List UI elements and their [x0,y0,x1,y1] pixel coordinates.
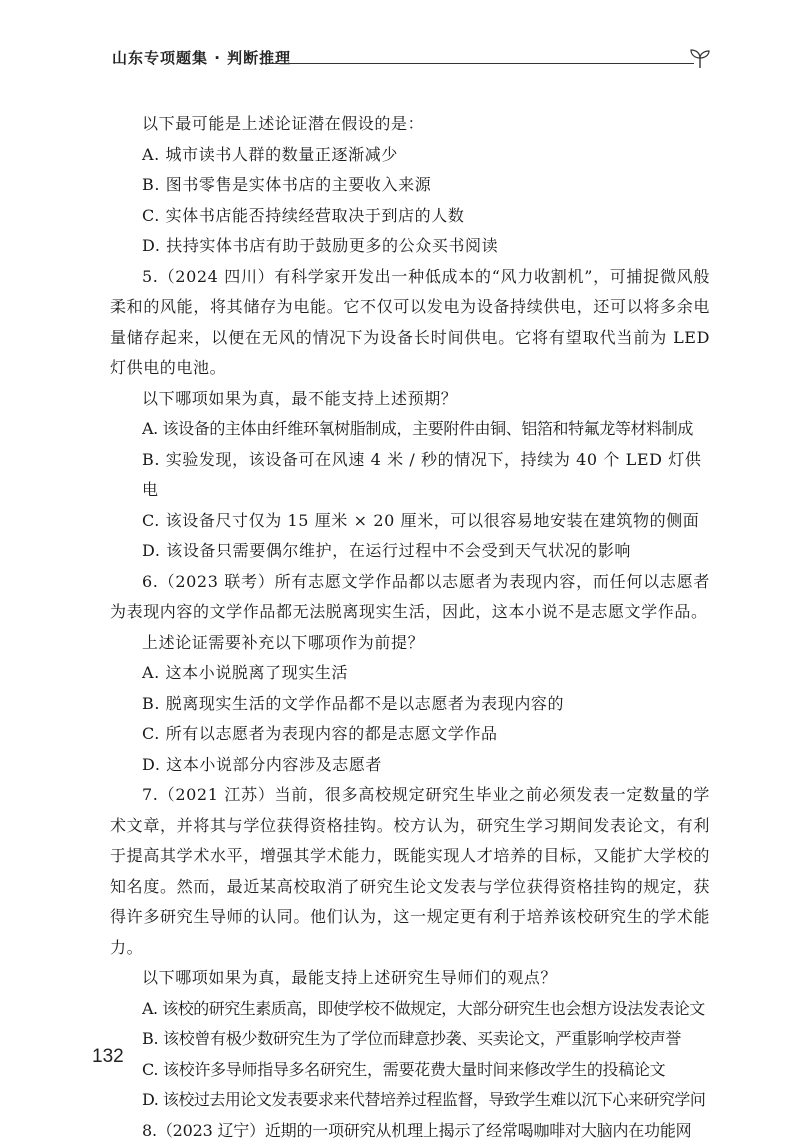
q6-option-b: B. 脱离现实生活的文学作品都不是以志愿者为表现内容的 [110,689,710,720]
page-number: 132 [92,1046,124,1068]
header-rule [262,63,694,64]
running-header [112,46,712,74]
q5-question: 以下哪项如果为真，最不能支持上述预期？ [110,384,710,415]
q7-option-d: D. 该校过去用论文发表要求来代替培养过程监督，导致学生难以沉下心来研究学问 [110,1085,710,1116]
q6-question: 上述论证需要补充以下哪项作为前提？ [110,628,710,659]
q6-option-a: A. 这本小说脱离了现实生活 [110,658,710,689]
q4-option-b: B. 图书零售是实体书店的主要收入来源 [110,170,710,201]
q7-question: 以下哪项如果为真，最能支持上述研究生导师们的观点？ [110,963,710,994]
q8-stem: 8.（2023 辽宁）近期的一项研究从机理上揭示了经常喝咖啡对大脑内在功能网 [110,1116,710,1146]
q7-option-a: A. 该校的研究生素质高，即使学校不做规定，大部分研究生也会想方设法发表论文 [110,994,710,1025]
q5-stem: 5.（2024 四川）有科学家开发出一种低成本的“风力收割机”，可捕捉微风般柔和的风能，将其储存为电能。它不仅可以发电为设备持续供电，还可以将多余电量储存起来，以便在无风的情况下为设备长时间供电。它将有望取代当前为 LED 灯供电的电池。 [110,262,710,384]
q4-option-c: C. 实体书店能否持续经营取决于到店的人数 [110,201,710,232]
q4-option-a: A. 城市读书人群的数量正逐渐减少 [110,140,710,171]
question-content [110,109,710,1146]
q6-option-c: C. 所有以志愿者为表现内容的都是志愿文学作品 [110,719,710,750]
q5-option-a: A. 该设备的主体由纤维环氧树脂制成，主要附件由铜、铝箔和特氟龙等材料制成 [110,414,710,445]
q4-option-d: D. 扶持实体书店有助于鼓励更多的公众买书阅读 [110,231,710,262]
q7-option-b: B. 该校曾有极少数研究生为了学位而肆意抄袭、买卖论文，严重影响学校声誉 [110,1024,710,1055]
q5-option-b: B. 实验发现，该设备可在风速 4 米 / 秒的情况下，持续为 40 个 LED 灯供电 [110,445,710,506]
q4-question: 以下最可能是上述论证潜在假设的是： [110,109,710,140]
q6-stem: 6.（2023 联考）所有志愿文学作品都以志愿者为表现内容，而任何以志愿者为表现内容的文学作品都无法脱离现实生活，因此，这本小说不是志愿文学作品。 [110,567,710,628]
q5-option-d: D. 该设备只需要偶尔维护，在运行过程中不会受到天气状况的影响 [110,536,710,567]
q6-option-d: D. 这本小说部分内容涉及志愿者 [110,750,710,781]
header-title: 山东专项题集 · 判断推理 [112,46,301,70]
q7-stem: 7.（2021 江苏）当前，很多高校规定研究生毕业之前必须发表一定数量的学术文章，并将其与学位获得资格挂钩。校方认为，研究生学习期间发表论文，有利于提高其学术水平，增强其学术能力，既能实现人才培养的目标，又能扩大学校的知名度。然而，最近某高校取消了研究生论文发表与学位获得资格挂钩的规定，获得许多研究生导师的认同。他们认为，这一规定更有利于培养该校研究生的学术能力。 [110,780,710,963]
sprout-icon [688,46,712,70]
q5-option-c: C. 该设备尺寸仅为 15 厘米 × 20 厘米，可以很容易地安装在建筑物的侧面 [110,506,710,537]
q7-option-c: C. 该校许多导师指导多名研究生，需要花费大量时间来修改学生的投稿论文 [110,1055,710,1086]
